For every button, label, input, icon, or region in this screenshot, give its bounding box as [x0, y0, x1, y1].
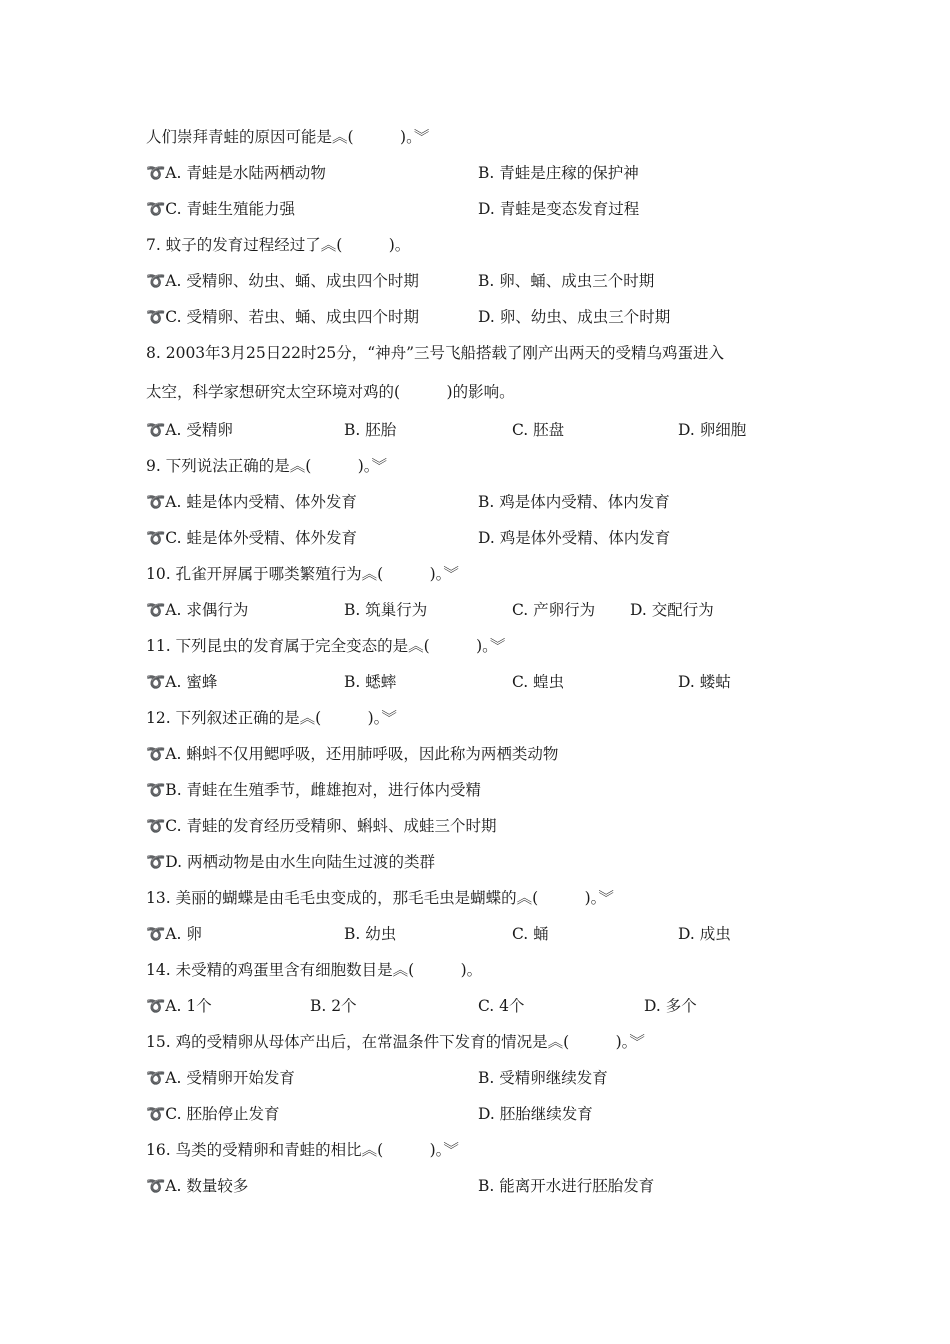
answer-option: ➰A. 受精卵开始发育 — [146, 1069, 295, 1087]
answer-option: ➰C. 青蛙生殖能力强 — [146, 200, 295, 218]
options-row — [146, 526, 826, 550]
question-line: ➰C. 青蛙的发育经历受精卵、蝌蚪、成蛙三个时期 — [146, 817, 497, 835]
question-line: 13. 美丽的蝴蝶是由毛毛虫变成的，那毛毛虫是蝴蝶的︽( )。︾ — [146, 889, 614, 907]
answer-option: D. 胚胎继续发育 — [478, 1105, 593, 1123]
answer-option: B. 幼虫 — [344, 925, 397, 943]
answer-option: D. 蝼蛄 — [678, 673, 731, 691]
answer-option: C. 蝗虫 — [512, 673, 565, 691]
options-row — [146, 670, 826, 694]
question-line: 16. 鸟类的受精卵和青蛙的相比︽( )。︾ — [146, 1141, 459, 1159]
answer-option: D. 交配行为 — [630, 601, 714, 619]
question-line: 15. 鸡的受精卵从母体产出后，在常温条件下发育的情况是︽( )。︾ — [146, 1033, 645, 1051]
answer-option: ➰A. 求偶行为 — [146, 601, 249, 619]
answer-option: ➰A. 受精卵 — [146, 421, 233, 439]
answer-option: D. 成虫 — [678, 925, 731, 943]
options-row — [146, 1174, 826, 1198]
options-row — [146, 490, 826, 514]
question-line: 10. 孔雀开屏属于哪类繁殖行为︽( )。︾ — [146, 565, 459, 583]
answer-option: ➰A. 蜜蜂 — [146, 673, 218, 691]
question-line: 11. 下列昆虫的发育属于完全变态的是︽( )。︾ — [146, 637, 506, 655]
answer-option: B. 筑巢行为 — [344, 601, 428, 619]
options-row — [146, 305, 826, 329]
question-line: ➰B. 青蛙在生殖季节，雌雄抱对，进行体内受精 — [146, 781, 482, 799]
answer-option: B. 能离开水进行胚胎发育 — [478, 1177, 655, 1195]
options-row — [146, 1066, 826, 1090]
answer-option: D. 鸡是体外受精、体内发育 — [478, 529, 671, 547]
answer-option: ➰A. 数量较多 — [146, 1177, 249, 1195]
answer-option: B. 胚胎 — [344, 421, 397, 439]
answer-option: ➰A. 卵 — [146, 925, 202, 943]
answer-option: B. 受精卵继续发育 — [478, 1069, 608, 1087]
question-line: 7. 蚊子的发育过程经过了︽( )。 — [146, 236, 411, 254]
options-row — [146, 197, 826, 221]
answer-option: B. 鸡是体内受精、体内发育 — [478, 493, 670, 511]
answer-option: C. 4个 — [478, 997, 525, 1015]
question-line: 12. 下列叙述正确的是︽( )。︾ — [146, 709, 397, 727]
question-line: ➰A. 蝌蚪不仅用鳃呼吸，还用肺呼吸，因此称为两栖类动物 — [146, 745, 559, 763]
answer-option: B. 青蛙是庄稼的保护神 — [478, 164, 639, 182]
answer-option: D. 卵、幼虫、成虫三个时期 — [478, 308, 671, 326]
options-row — [146, 1102, 826, 1126]
options-row — [146, 598, 826, 622]
answer-option: ➰A. 青蛙是水陆两栖动物 — [146, 164, 326, 182]
answer-option: ➰A. 蛙是体内受精、体外发育 — [146, 493, 357, 511]
question-line: 8. 2003年3月25日22时25分，“神舟”三号飞船搭载了刚产出两天的受精乌鸡蛋进入 — [146, 344, 725, 362]
answer-option: C. 蛹 — [512, 925, 549, 943]
answer-option: D. 多个 — [644, 997, 697, 1015]
question-line: 9. 下列说法正确的是︽( )。︾ — [146, 457, 388, 475]
question-line: ➰D. 两栖动物是由水生向陆生过渡的类群 — [146, 853, 436, 871]
answer-option: ➰A. 1个 — [146, 997, 212, 1015]
answer-option: D. 青蛙是变态发育过程 — [478, 200, 640, 218]
answer-option: D. 卵细胞 — [678, 421, 747, 439]
options-row — [146, 994, 826, 1018]
question-line: 太空，科学家想研究太空环境对鸡的( )的影响。 — [146, 383, 515, 401]
answer-option: C. 产卵行为 — [512, 601, 596, 619]
question-line: 人们崇拜青蛙的原因可能是︽( )。︾ — [146, 128, 430, 146]
answer-option: B. 蟋蟀 — [344, 673, 397, 691]
answer-option: ➰A. 受精卵、幼虫、蛹、成虫四个时期 — [146, 272, 419, 290]
options-row — [146, 922, 826, 946]
answer-option: C. 胚盘 — [512, 421, 565, 439]
answer-option: ➰C. 胚胎停止发育 — [146, 1105, 280, 1123]
answer-option: ➰C. 受精卵、若虫、蛹、成虫四个时期 — [146, 308, 419, 326]
options-row — [146, 161, 826, 185]
answer-option: B. 2个 — [310, 997, 357, 1015]
answer-option: ➰C. 蛙是体外受精、体外发育 — [146, 529, 357, 547]
answer-option: B. 卵、蛹、成虫三个时期 — [478, 272, 655, 290]
options-row — [146, 269, 826, 293]
question-line: 14. 未受精的鸡蛋里含有细胞数目是︽( )。 — [146, 961, 483, 979]
options-row — [146, 418, 826, 442]
